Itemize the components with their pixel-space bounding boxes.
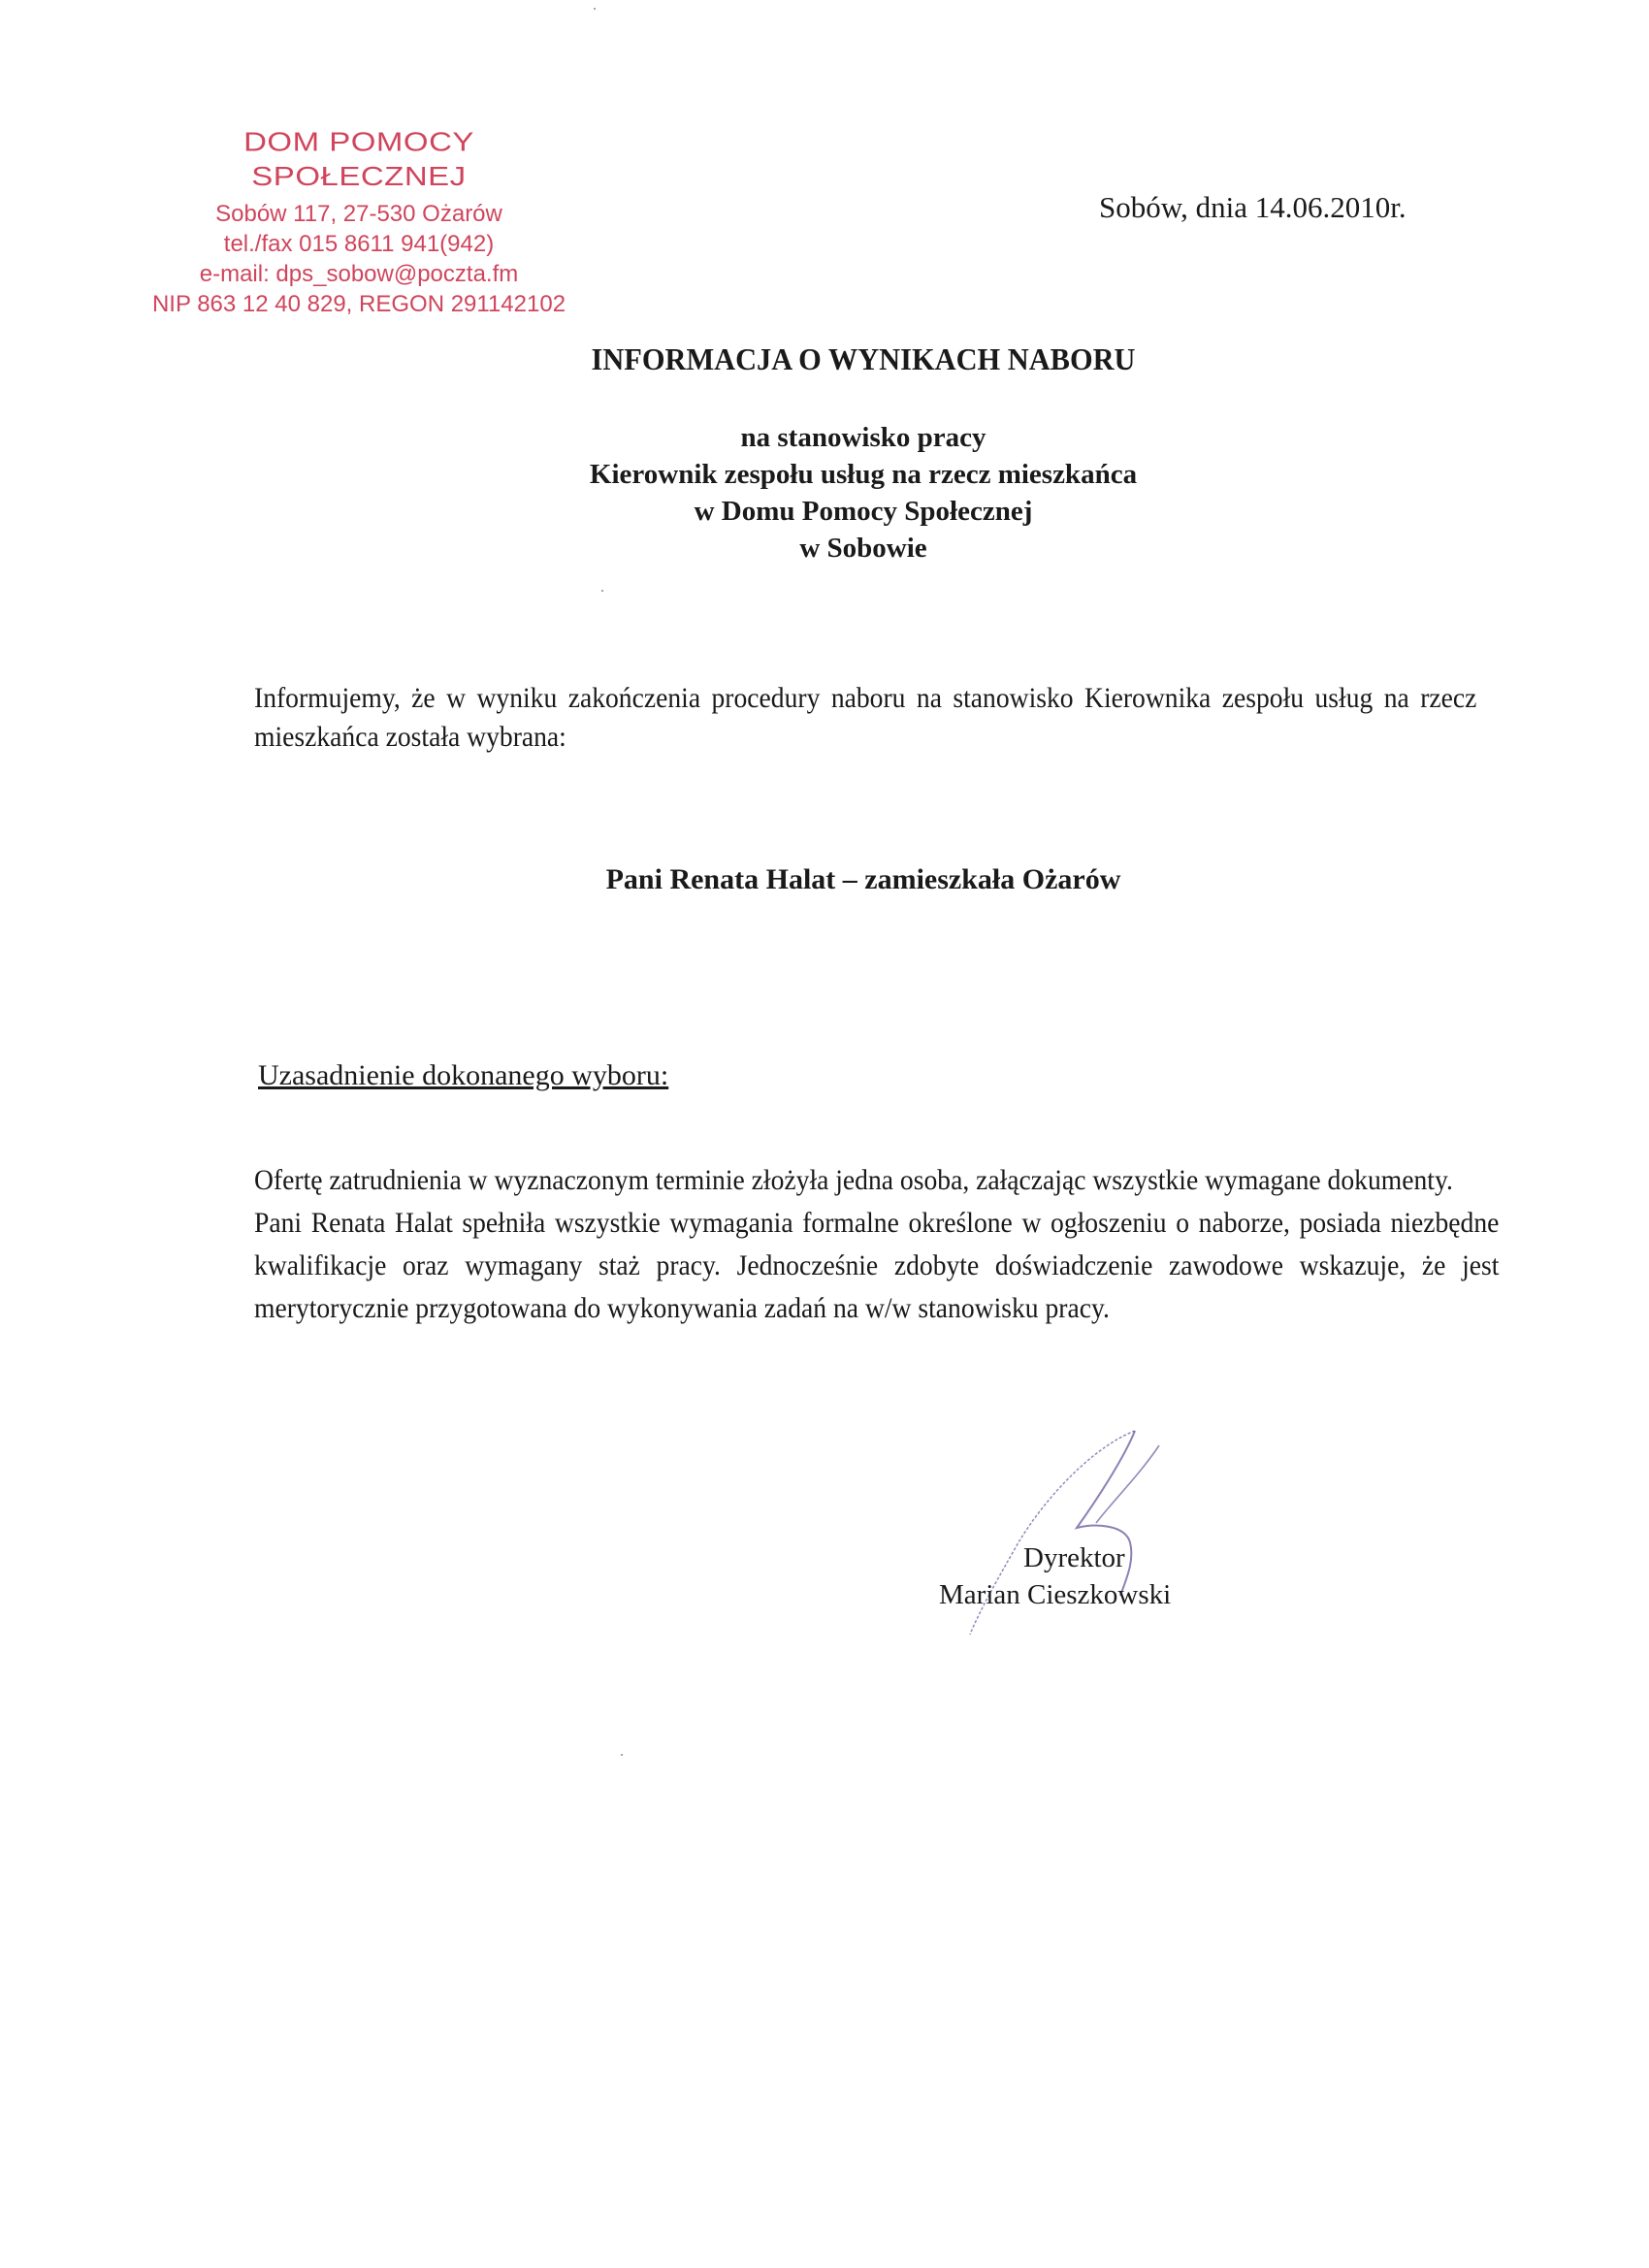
subheading-line: Kierownik zespołu usług na rzecz mieszkańca (589, 459, 1138, 490)
stamp-ids: NIP 863 12 40 829, REGON 291142102 (151, 290, 566, 317)
subheading-line: w Sobowie (799, 533, 927, 564)
stamp-email: e-mail: dps_sobow@poczta.fm (199, 260, 519, 287)
selected-person: Pani Renata Halat – zamieszkała Ożarów (605, 863, 1121, 895)
scan-speck (594, 8, 596, 10)
signer-name: Marian Cieszkowski (939, 1579, 1172, 1610)
justification-title: Uzasadnienie dokonanego wyboru: (258, 1059, 669, 1091)
signer-role: Dyrektor (1023, 1542, 1125, 1573)
subheading-line: na stanowisko pracy (740, 422, 986, 453)
institution-stamp (146, 118, 572, 319)
subheading-line: w Domu Pomocy Społecznej (694, 496, 1033, 527)
intro-paragraph: Informujemy, że w wyniku zakończenia procedury naboru na stanowisko Kierownika zespołu usług na rzecz mieszkańca została wybrana: (254, 682, 1477, 753)
stamp-phone: tel./fax 015 8611 941(942) (223, 231, 495, 258)
justification-paragraph: Ofertę zatrudnienia w wyznaczonym terminie złożyła jedna osoba, załączając wszystkie wymagane dokumenty. (254, 1164, 1453, 1196)
scan-speck (601, 590, 603, 592)
position-subheading (0, 419, 1649, 567)
stamp-address: Sobów 117, 27-530 Ożarów (215, 201, 502, 228)
stamp-institution: DOM POMOCY SPOŁECZNEJ (243, 126, 474, 192)
scan-speck (621, 1754, 623, 1756)
date-line: Sobów, dnia 14.06.2010r. (1099, 190, 1406, 224)
justification-body (254, 1159, 1499, 1330)
document-heading: INFORMACJA O WYNIKACH NABORU (591, 341, 1136, 376)
justification-paragraph: Pani Renata Halat spełniła wszystkie wymagania formalne określone w ogłoszeniu o naborze, posiada niezbędne kwalifikacje oraz wymagany staż pracy. Jednocześnie zdobyte doświadczenie zawodowe wskazuje, że jest merytorycznie przygotowana do wykonywania zadań na w/w stanowisku pracy. (254, 1207, 1500, 1324)
